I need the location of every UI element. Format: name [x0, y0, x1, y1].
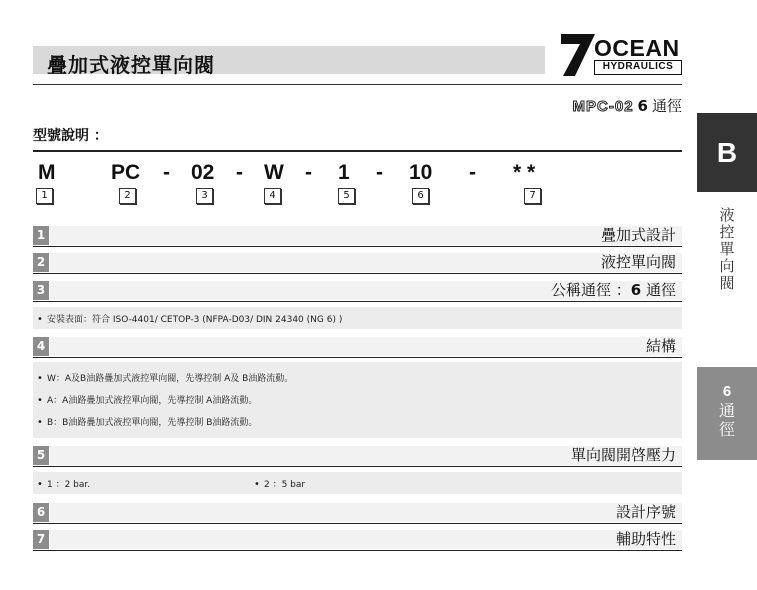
code-part: M	[38, 161, 56, 184]
model-code-breakdown	[0, 161, 757, 185]
code-separator: -	[469, 161, 476, 184]
structure-note: A：A油路疊加式液控單向閥，先導控制 A油路流動。	[47, 396, 258, 406]
item-number: 5	[33, 446, 49, 465]
position-box: 6	[412, 188, 429, 204]
code-part: 1	[338, 161, 350, 184]
mounting-note: • 安裝表面：符合 ISO-4401/ CETOP-3 (NFPA-D03/ DIN 24340 (NG 6) )	[33, 307, 682, 329]
item-number: 4	[33, 337, 49, 356]
code-separator: -	[163, 161, 170, 184]
code-part: W	[264, 161, 284, 184]
code-part: 02	[191, 161, 215, 184]
section-divider	[33, 150, 682, 152]
item-label: 公稱通徑 ：6 通徑	[551, 281, 676, 299]
item-row-1	[33, 225, 682, 247]
structure-note: B：B油路疊加式液控單向閥，先導控制 B油路流動。	[47, 418, 258, 428]
position-box: 4	[264, 188, 281, 204]
code-part: * *	[513, 161, 536, 184]
side-tab-title: 液 控 單 向 閥	[719, 206, 735, 292]
code-separator: -	[236, 161, 243, 184]
item-row-5	[33, 445, 682, 467]
position-box: 5	[338, 188, 355, 204]
ocean-logo	[561, 34, 683, 76]
title-divider	[33, 84, 682, 85]
logo-word: OCEAN	[594, 35, 680, 61]
item-row-7	[33, 529, 682, 551]
item-row-4	[33, 336, 682, 358]
item-label: 疊加式設計	[600, 226, 676, 244]
pressure-option: 2 ：5 bar	[264, 480, 306, 490]
item-label: 輔助特性	[615, 530, 676, 548]
item-label: 液控單向閥	[600, 253, 676, 271]
code-part: 10	[409, 161, 433, 184]
code-separator: -	[376, 161, 383, 184]
item-number: 1	[33, 226, 49, 245]
side-tab-size: 6 通 徑	[697, 367, 757, 460]
position-numbers	[0, 188, 757, 206]
model-code-header	[573, 95, 682, 116]
mounting-text: 安裝表面：符合 ISO-4401/ CETOP-3 (NFPA-D03/ DIN 24340 (NG 6) )	[47, 315, 343, 325]
section-title: 型號說明 ：	[33, 128, 108, 144]
item-label: 單向閥開啓壓力	[570, 446, 676, 464]
item-number: 3	[33, 281, 49, 300]
structure-notes: • W：A及B油路疊加式液控單向閥，先導控制 A及 B油路流動。 • A：A油路疊加式液控單向閥，先導控制 A油路流動。 • B：B油路疊加式液控單向閥，先導控制 B油路流動。	[33, 362, 682, 438]
model-code: MPC-02	[572, 98, 634, 115]
logo-seven-icon	[561, 34, 595, 76]
title-bar	[33, 46, 545, 77]
item-label: 結構	[645, 337, 676, 355]
model-size: 6	[637, 97, 648, 115]
item-label: 設計序號	[615, 503, 676, 521]
model-unit: 通徑	[651, 97, 682, 115]
logo-subtitle: HYDRAULICS	[594, 60, 682, 75]
structure-note: W：A及B油路疊加式液控單向閥，先導控制 A及 B油路流動。	[47, 374, 294, 384]
item-number: 7	[33, 530, 49, 549]
position-box: 3	[196, 188, 213, 204]
item-number: 6	[33, 503, 49, 522]
item-row-6	[33, 502, 682, 524]
pressure-option: 1 ：2 bar.	[47, 480, 91, 490]
item-row-3	[33, 280, 682, 302]
position-box: 7	[524, 188, 541, 204]
code-separator: -	[305, 161, 312, 184]
item-row-2	[33, 252, 682, 274]
position-box: 2	[119, 188, 136, 204]
side-tab-b: B	[697, 113, 757, 192]
page-title: 疊加式液控單向閥	[47, 53, 215, 77]
code-part: PC	[111, 161, 141, 184]
pressure-notes: • 1 ：2 bar. • 2 ：5 bar	[33, 472, 682, 494]
item-number: 2	[33, 253, 49, 272]
position-box: 1	[36, 188, 53, 204]
